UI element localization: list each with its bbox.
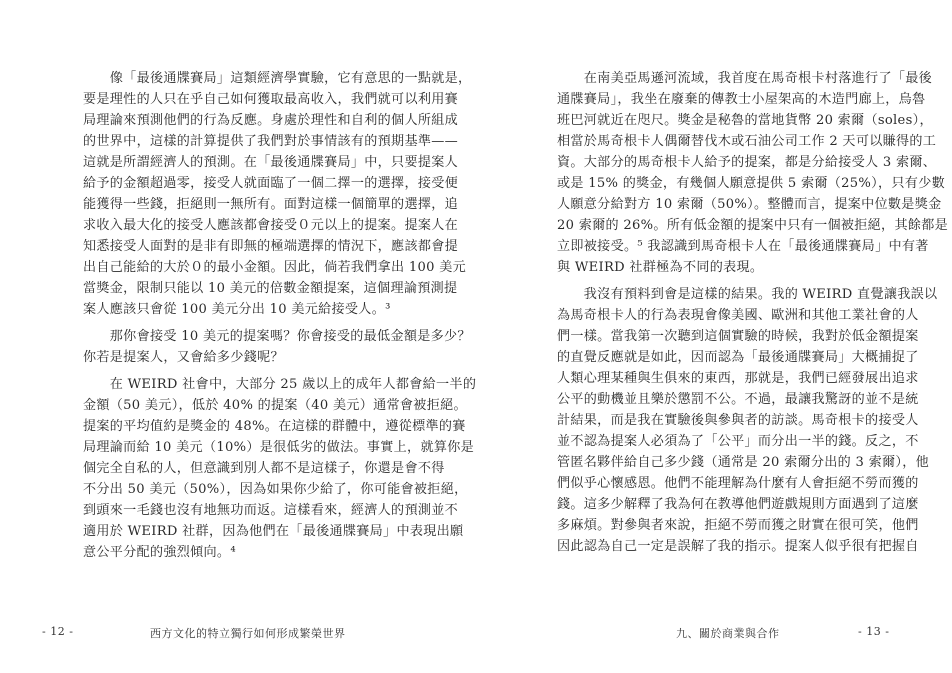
left-line: 提案的平均值約是獎金的 48%。在這樣的群體中，遵從標準的賽 [83, 419, 466, 434]
left-page-number: - 12 - [42, 625, 74, 638]
right-line: 多麻煩。對參與者來說，拒絕不勞而獲之財實在很可笑，他們 [557, 518, 919, 533]
left-line: 要是理性的人只在乎自己如何獲取最高收入，我們就可以利用賽 [83, 92, 459, 107]
left-page-body [83, 68, 477, 563]
right-line: 在南美亞馬遜河流域，我首度在馬奇根卡村落進行了「最後 [557, 71, 933, 86]
left-line: 像「最後通牒賽局」這類經濟學實驗，它有意思的一點就是， [83, 71, 472, 86]
left-line: 局理論而給 10 美元（10%）是很低劣的做法。事實上，就算你是 [83, 440, 475, 455]
right-line: 因此認為自己一定是誤解了我的指示。提案人似乎很有把握自 [557, 539, 919, 554]
right-line: 或是 15% 的獎金，有幾個人願意提供 5 索爾（25%），只有少數 [557, 176, 945, 191]
right-line: 立即被接受。⁵ 我認識到馬奇根卡人在「最後通牒賽局」中有著 [557, 239, 929, 254]
right-line: 班巴河就近在咫尺。獎金是秘魯的當地貨幣 20 索爾（soles）， [557, 113, 933, 128]
left-line: 求收入最大化的接受人應該都會接受０元以上的提案。提案人在 [83, 218, 459, 233]
left-line: 那你會接受 10 美元的提案嗎？你會接受的最低金額是多少？ [83, 329, 471, 344]
right-line: 為馬奇根卡人的行為表現會像美國、歐洲和其他工業社會的人 [557, 308, 919, 323]
left-line: 局理論來預測他們的行為反應。身處於理性和自利的個人所組成 [83, 113, 459, 128]
right-line: 人類心理某種與生俱來的東西，那就是，我們已經發展出追求 [557, 371, 919, 386]
right-running-title: 九、關於商業與合作 [676, 627, 780, 640]
left-line: 金額（50 美元），低於 40% 的提案（40 美元）通常會被拒絕。 [83, 398, 467, 413]
right-line: 錢。這多少解釋了我為何在教導他們遊戲規則方面遇到了這麼 [557, 497, 919, 512]
left-line: 當獎金，限制只能以 10 美元的倍數金額提案，這個理論預測提 [83, 281, 458, 296]
left-line: 知悉接受人面對的是非有即無的極端選擇的情況下，應該都會提 [83, 239, 459, 254]
left-line: 不分出 50 美元（50%），因為如果你少給了，你可能會被拒絕， [83, 482, 468, 497]
right-line: 公平的動機並且樂於懲罰不公。不過，最讓我驚訝的並不是統 [557, 392, 919, 407]
right-line: 通牒賽局」，我坐在廢棄的傳教士小屋架高的木造門廊上，烏魯 [557, 92, 926, 107]
right-line: 計結果，而是我在實驗後與參與者的訪談。馬奇根卡的接受人 [557, 413, 919, 428]
right-line: 與 WEIRD 社群極為不同的表現。 [557, 260, 764, 275]
left-line: 到頭來一毛錢也沒有地無功而返。這樣看來，經濟人的預測並不 [83, 503, 459, 518]
left-line: 的世界中，這樣的計算提供了我們對於事情該有的預期基準—— [83, 134, 459, 149]
right-line: 人願意分給對方 10 索爾（50%）。整體而言，提案中位數是獎金 [557, 197, 942, 212]
right-line: 並不認為提案人必須為了「公平」而分出一半的錢。反之，不 [557, 434, 919, 449]
right-line: 相當於馬奇根卡人偶爾替伐木或石油公司工作 2 天可以賺得的工 [557, 134, 937, 149]
left-line: 案人應該只會從 100 美元分出 10 美元給接受人。³ [83, 302, 391, 317]
right-line: 的直覺反應就是如此，因而認為「最後通牒賽局」大概捕捉了 [557, 350, 919, 365]
left-line: 意公平分配的強烈傾向。⁴ [83, 545, 236, 560]
left-line: 給予的金額超過零，接受人就面臨了一個二擇一的選擇，接受便 [83, 176, 459, 191]
left-line: 在 WEIRD 社會中，大部分 25 歲以上的成年人都會給一半的 [83, 377, 477, 392]
left-line: 出自己能給的大於０的最小金額。因此，倘若我們拿出 100 美元 [83, 260, 467, 275]
right-line: 們似乎心懷感恩。他們不能理解為什麼有人會拒絕不勞而獲的 [557, 476, 919, 491]
left-line: 個完全自私的人，但意識到別人都不是這樣子，你還是會不得 [83, 461, 445, 476]
right-page-body [557, 68, 949, 557]
right-line: 們一樣。當我第一次聽到這個實驗的時候，我對於低金額提案 [557, 329, 919, 344]
right-line: 20 索爾的 26%。所有低金額的提案中只有一個被拒絕，其餘都是 [557, 218, 949, 233]
right-line: 資。大部分的馬奇根卡人給予的提案，都是分給接受人 3 索爾、 [557, 155, 937, 170]
right-line: 我沒有預料到會是這樣的結果。我的 WEIRD 直覺讓我誤以 [557, 287, 938, 302]
left-running-title: 西方文化的特立獨行如何形成繁榮世界 [150, 627, 346, 640]
left-line: 你若是提案人，又會給多少錢呢？ [83, 350, 284, 365]
left-line: 這就是所謂經濟人的預測。在「最後通牒賽局」中，只要提案人 [83, 155, 459, 170]
right-line: 管匿名夥伴給自己多少錢（通常是 20 索爾分出的 3 索爾），他 [557, 455, 930, 470]
left-line: 能獲得一些錢，拒絕則一無所有。面對這樣一個簡單的選擇，追 [83, 197, 459, 212]
left-line: 適用於 WEIRD 社群，因為他們在「最後通牒賽局」中表現出願 [83, 524, 464, 539]
right-page-number: - 13 - [858, 625, 890, 638]
